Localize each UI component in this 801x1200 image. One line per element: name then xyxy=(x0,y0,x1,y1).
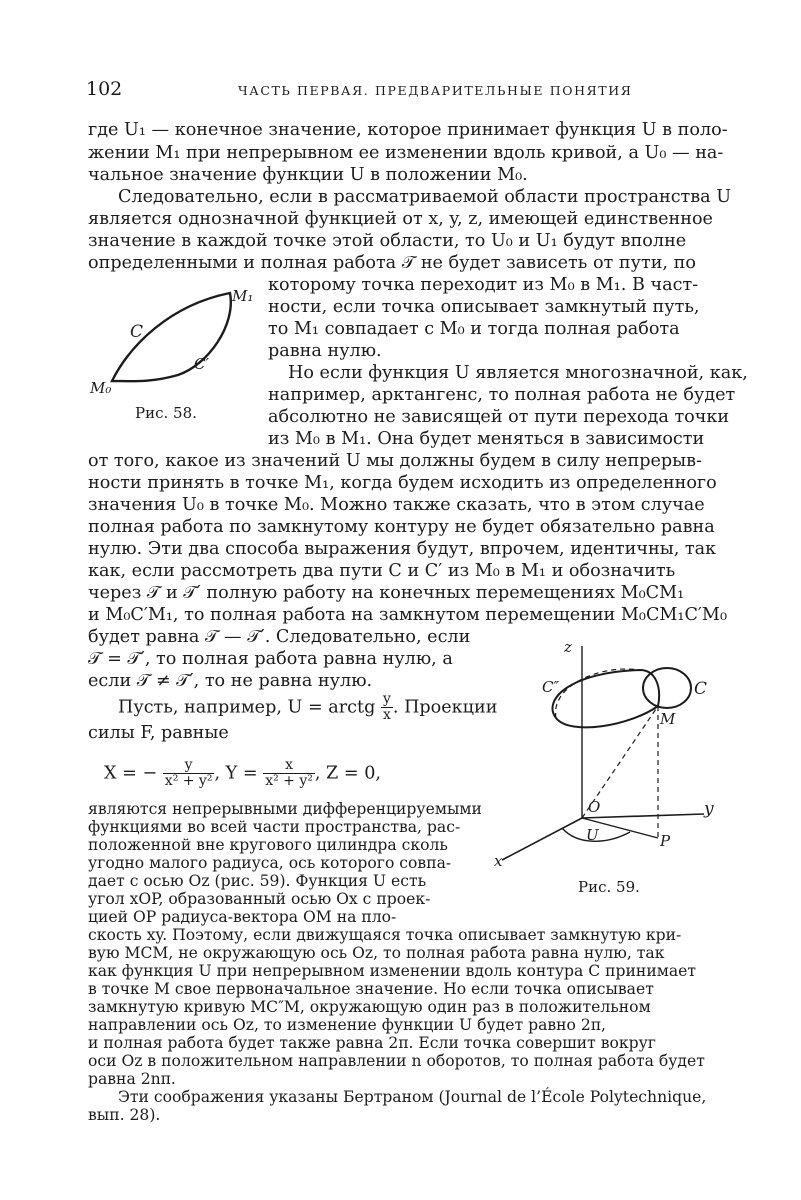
text-line: Следовательно, если в рассматриваемой области пространства U xyxy=(118,187,732,207)
text-line: чальное значение функции U в положении M₀. xyxy=(88,165,528,185)
fraction: $\frac{y}{x}$ xyxy=(382,691,391,723)
text-line: если 𝒯 ≠ 𝒯′, то не равна нулю. xyxy=(88,671,373,691)
example-line: Пусть, например, U = arctg $\frac{y}{x}$ . Проекции xyxy=(118,691,498,723)
text-line: 𝒯 = 𝒯′, то полная работа равна нулю, а xyxy=(88,649,453,669)
label-z: z xyxy=(564,638,572,656)
text-line: из M₀ в M₁. Она будет меняться в зависимости xyxy=(268,429,705,449)
label-c: C xyxy=(694,679,708,699)
label-c-double-prime: C″ xyxy=(542,678,560,696)
small-text-line: вып. 28). xyxy=(88,1106,161,1124)
text-line: где U₁ — конечное значение, которое принимает функция U в поло- xyxy=(88,120,728,140)
text-line: значение в каждой точке этой области, то U₀ и U₁ будут вполне xyxy=(88,231,687,251)
text-line: от того, какое из значений U мы должны будем в силу непрерыв- xyxy=(88,451,702,471)
text-line: является однозначной функцией от x, y, z, имеющей единственное xyxy=(88,209,713,229)
small-text-line: угол xOP, образованный осью Ox с проек- xyxy=(88,890,431,908)
text-line: ности, если точка описывает замкнутый путь, xyxy=(268,297,700,317)
label-m0: M₀ xyxy=(90,379,112,397)
label-c-prime: C′ xyxy=(194,355,209,373)
small-text-line: дает с осью Oz (рис. 59). Функция U есть xyxy=(88,872,427,890)
curve-c-double-prime xyxy=(553,670,660,727)
label-p: P xyxy=(660,832,671,850)
text-line: как, если рассмотреть два пути C и C′ из M₀ в M₁ и обозначить xyxy=(88,561,676,581)
label-y: y xyxy=(704,799,714,819)
text-line: то M₁ совпадает с M₀ и тогда полная работа xyxy=(268,319,680,339)
text-line: полная работа по замкнутому контуру не будет обязательно равна xyxy=(88,517,715,537)
x-axis xyxy=(502,818,582,860)
text-line: Но если функция U является многозначной, как, xyxy=(288,363,748,383)
small-text-line: как функция U при непрерывном изменении вдоль контура C принимает xyxy=(88,962,696,980)
figure-58-caption: Рис. 58. xyxy=(135,404,197,422)
figure-59-caption: Рис. 59. xyxy=(578,878,640,896)
label-o: O xyxy=(588,798,601,816)
curve-hidden-part xyxy=(556,669,640,718)
text-line: нулю. Эти два способа выражения будут, впрочем, идентичны, так xyxy=(88,539,717,559)
small-text-line: равна 2nπ. xyxy=(88,1070,176,1088)
small-text-line: направлении ось Oz, то изменение функции U будет равно 2π, xyxy=(88,1016,607,1034)
text-line: жении M₁ при непрерывном ее изменении вдоль кривой, а U₀ — на- xyxy=(88,143,724,163)
display-formula: X = − $\frac{y}{\text{x² + y²}}$ , Y = $\frac{x}{\text{x² + y²}}$ , Z = 0, xyxy=(104,757,381,789)
label-x: x xyxy=(494,852,503,870)
small-text-line: угодно малого радиуса, ось которого совпа- xyxy=(88,854,452,872)
text-line: значения U₀ в точке M₀. Можно также сказать, что в этом случае xyxy=(88,495,705,515)
small-text-line: являются непрерывными дифференцируемыми xyxy=(88,800,482,818)
figure-59 xyxy=(490,636,730,876)
figure-58 xyxy=(90,285,254,397)
small-text-line: оси Oz в положительном направлении n оборотов, то полная работа будет xyxy=(88,1052,705,1070)
label-u: U xyxy=(586,826,599,844)
text-line: абсолютно не зависящей от пути перехода точки xyxy=(268,407,730,427)
text-line: определенными и полная работа 𝒯 не будет зависеть от пути, по xyxy=(88,253,696,273)
label-m: M xyxy=(660,710,676,728)
text-line: через 𝒯 и 𝒯′ полную работу на конечных перемещениях M₀CM₁ xyxy=(88,583,685,603)
small-text-line: и полная работа будет также равна 2π. Если точка совершит вокруг xyxy=(88,1034,656,1052)
page-number: 102 xyxy=(86,78,123,100)
label-c: C xyxy=(130,322,144,342)
small-text-line: вую MCM, не окружающую ось Oz, то полная работа равна нулю, так xyxy=(88,944,665,962)
text-line: силы F, равные xyxy=(88,723,229,743)
small-text-line: скость xy. Поэтому, если движущаяся точка описывает замкнутую кри- xyxy=(88,926,682,944)
small-text-line: цией OP радиуса-вектора OM на пло- xyxy=(88,908,397,926)
small-text-line: в точке M свое первоначальное значение. Но если точка описывает xyxy=(88,980,654,998)
label-m1: M₁ xyxy=(232,287,254,305)
curve-c xyxy=(643,668,691,708)
text-line: и M₀C′M₁, то полная работа на замкнутом перемещении M₀CM₁C′M₀ xyxy=(88,605,727,625)
running-title: ЧАСТЬ ПЕРВАЯ. ПРЕДВАРИТЕЛЬНЫЕ ПОНЯТИЯ xyxy=(238,83,633,98)
small-text-line: Эти соображения указаны Бертраном (Journal de l’École Polytechnique, xyxy=(118,1088,707,1106)
text-line: например, арктангенс, то полная работа не будет xyxy=(268,385,736,405)
small-text-line: функциями во всей части пространства, рас- xyxy=(88,818,461,836)
text-line: равна нулю. xyxy=(268,341,382,361)
small-text-line: замкнутую кривую MC″M, окружающую один раз в положительном xyxy=(88,998,651,1016)
small-text-line: положенной вне кругового цилиндра сколь xyxy=(88,836,448,854)
text-line: ности принять в точке M₁, когда будем исходить из определенного xyxy=(88,473,717,493)
text-line: которому точка переходит из M₀ в M₁. В част- xyxy=(268,275,699,295)
text-line: будет равна 𝒯 — 𝒯′. Следовательно, если xyxy=(88,627,471,647)
